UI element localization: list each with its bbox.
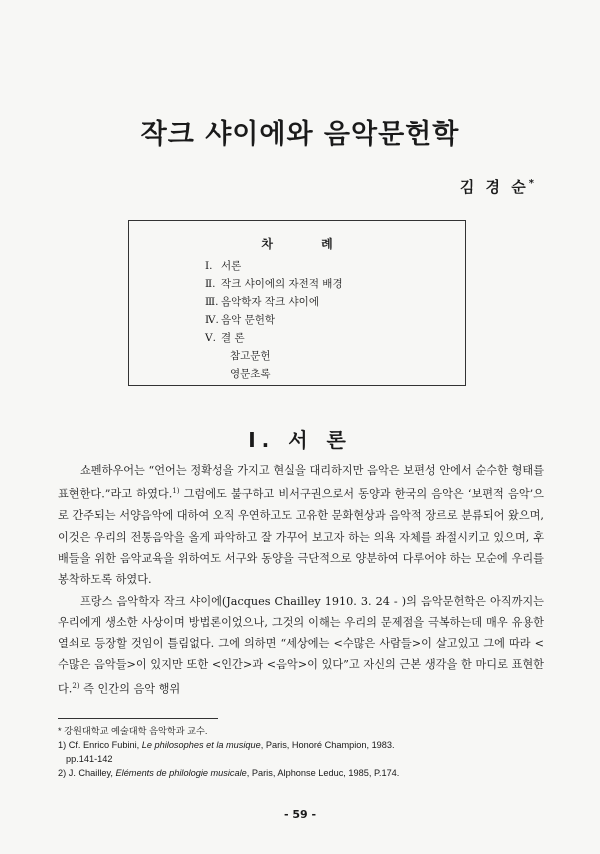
footnote-ref: 2) [72,681,80,690]
toc-item [205,329,343,347]
footnote-2 [58,766,544,780]
footnote-2-prefix: 2) J. Chailley, [58,768,116,778]
footnote-1-prefix: 1) Cf. Enrico Fubini, [58,740,142,750]
toc-item [205,293,343,311]
body-text [58,460,544,700]
toc-item [205,347,343,365]
author-name-text: 김 경 순 [459,178,529,196]
toc-item-label: 음악학자 작크 샤이에 [221,296,319,308]
toc-item [205,257,343,275]
toc-item [205,365,343,383]
paragraph-text: 즉 인간의 음악 행위 [79,682,181,696]
toc-heading: 차 례 [261,237,355,251]
footnote-ref: 1) [172,487,180,496]
toc-item-number: Ⅰ. [205,260,213,272]
toc-item-label: 작크 샤이에의 자전적 배경 [221,278,343,290]
paragraph [58,591,544,700]
toc-item [205,311,343,329]
toc-item-number: Ⅳ. [205,314,219,326]
table-of-contents [128,220,466,386]
paragraph-text: 그럼에도 불구하고 비서구권으로서 동양과 한국의 음악은 ‘보편적 음악’으로 간주되는 서양음악에 대하여 오직 우연하고도 고유한 문화현상과 음악적 장르로 분류되어 왔으며, 이것은 우리의 전통음악을 올게 파악하고 잘 가꾸어 보고자 하는 의욕 자체를 좌절시키고 있으며, 후배들을 위한 음악교육을 위하여도 서구와 동양을 극단적으로 양분하여 다루어야 하는 모순에 우리를 봉착하도록 하였다. [58,488,544,587]
footnote-1-suffix: , Paris, Honoré Champion, 1983. [260,740,395,750]
paragraph-text: 프랑스 음악학자 작크 샤이에(Jacques Chailley 1910. 3. 24 - )의 음악문헌학은 아직까지는 우리에게 생소한 사상이며 방법론이었으나, 그것의 이해는 우리의 문제점을 극복하는데 매우 유용한 열쇠로 등장할 것임이 틀림없다. 그에 의하면 “세상에는 <수많은 사람들>이 살고있고 그에 따라 <수많은 음악들>이 있지만 또한 <인간>과 <음악>이 있다”고 자신의 근본 생각을 한 마디로 표현한다. [58,594,544,696]
article-title: 작크 샤이에와 음악문헌학 [140,119,460,150]
toc-list [205,257,343,383]
toc-item-number: Ⅴ. [205,332,216,344]
section-heading: Ⅰ. 서 론 [248,428,352,452]
toc-item-label: 서론 [221,260,242,272]
toc-item-label: 결 론 [221,332,245,344]
footnotes [58,724,544,780]
footnote-1 [58,738,544,752]
paragraph [58,460,544,591]
toc-item-number: Ⅲ. [205,296,219,308]
footnote-divider [58,718,218,719]
footnote-1-title: Le philosophes et la musique [141,740,261,750]
toc-item-label: 음악 문헌학 [221,314,276,326]
author-name [460,176,534,197]
toc-item [205,275,343,293]
footnote-2-title: Eléments de philologie musicale [115,768,247,778]
author-footnote-mark: * [528,178,534,189]
footnote-2-suffix: , Paris, Alphonse Leduc, 1985, P.174. [246,768,400,778]
paragraph-text: 쇼펜하우어는 “언어는 정확성을 가지고 현실을 대리하지만 음악은 보편성 안에서 순수한 형태를 표현한다.”라고 하였다. [58,464,544,502]
toc-item-label: 영문초록 [230,368,271,380]
toc-item-number: Ⅱ. [205,278,216,290]
footnote-1-pages: pp.141-142 [66,754,113,764]
footnote-affiliation: * 강원대학교 예술대학 음악학과 교수. [58,726,208,736]
toc-item-label: 참고문헌 [230,350,271,362]
page-number: - 59 - [283,808,317,821]
